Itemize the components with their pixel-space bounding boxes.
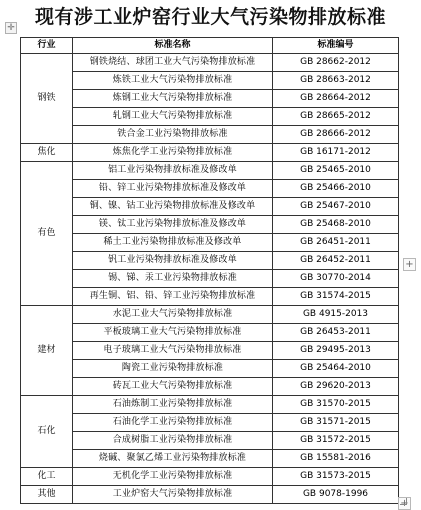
table-row [21, 90, 399, 108]
industry-cell: 钢铁 [21, 54, 73, 144]
standard-code-cell: GB 16171-2012 [273, 144, 399, 162]
table-row [21, 144, 399, 162]
standard-name-cell: 炼钢工业大气污染物排放标准 [73, 90, 273, 108]
standard-name-cell: 电子玻璃工业大气污染物排放标准 [73, 342, 273, 360]
table-row [21, 216, 399, 234]
table-row [21, 450, 399, 468]
standard-code-cell: GB 25465-2010 [273, 162, 399, 180]
standard-name-cell: 石油化学工业污染物排放标准 [73, 414, 273, 432]
standard-name-cell: 砖瓦工业大气污染物排放标准 [73, 378, 273, 396]
table-row [21, 72, 399, 90]
standard-name-cell: 炼焦化学工业污染物排放标准 [73, 144, 273, 162]
table-body [21, 54, 399, 504]
industry-cell: 化工 [21, 468, 73, 486]
industry-cell: 焦化 [21, 144, 73, 162]
table-row [21, 378, 399, 396]
standard-code-cell: GB 28666-2012 [273, 126, 399, 144]
standard-code-cell: GB 31570-2015 [273, 396, 399, 414]
standard-code-cell: GB 25464-2010 [273, 360, 399, 378]
standard-code-cell: GB 25467-2010 [273, 198, 399, 216]
standard-code-cell: GB 28665-2012 [273, 108, 399, 126]
standard-name-cell: 铝工业污染物排放标准及修改单 [73, 162, 273, 180]
standard-name-cell: 无机化学工业污染物排放标准 [73, 468, 273, 486]
emission-standards-table [20, 37, 399, 504]
standard-name-cell: 钒工业污染物排放标准及修改单 [73, 252, 273, 270]
standard-code-cell: GB 28664-2012 [273, 90, 399, 108]
standard-code-cell: GB 26453-2011 [273, 324, 399, 342]
standard-code-cell: GB 31574-2015 [273, 288, 399, 306]
industry-cell: 石化 [21, 396, 73, 468]
standard-code-cell: GB 29620-2013 [273, 378, 399, 396]
standard-name-cell: 锡、锑、汞工业污染物排放标准 [73, 270, 273, 288]
standard-name-cell: 镁、钛工业污染物排放标准及修改单 [73, 216, 273, 234]
industry-cell: 建材 [21, 306, 73, 396]
standard-code-cell: GB 29495-2013 [273, 342, 399, 360]
document-title: 现有涉工业炉窑行业大气污染物排放标准 [34, 6, 386, 28]
standard-name-cell: 工业炉窑大气污染物排放标准 [73, 486, 273, 504]
standard-code-cell: GB 26451-2011 [273, 234, 399, 252]
standard-name-cell: 平板玻璃工业大气污染物排放标准 [73, 324, 273, 342]
table-row [21, 432, 399, 450]
standard-name-cell: 钢铁烧结、球团工业大气污染物排放标准 [73, 54, 273, 72]
header-standard-code: 标准编号 [273, 38, 399, 54]
table-row [21, 126, 399, 144]
table-row [21, 414, 399, 432]
table-move-handle-icon[interactable]: ✛ [5, 22, 17, 34]
standard-code-cell: GB 25468-2010 [273, 216, 399, 234]
standard-code-cell: GB 15581-2016 [273, 450, 399, 468]
table-row [21, 396, 399, 414]
standard-code-cell: GB 28663-2012 [273, 72, 399, 90]
table-resize-handle[interactable] [400, 498, 407, 505]
table-row [21, 180, 399, 198]
table-row [21, 108, 399, 126]
standard-name-cell: 铜、镍、钴工业污染物排放标准及修改单 [73, 198, 273, 216]
table-row [21, 306, 399, 324]
standard-code-cell: GB 31573-2015 [273, 468, 399, 486]
standard-name-cell: 石油炼制工业污染物排放标准 [73, 396, 273, 414]
standard-name-cell: 稀土工业污染物排放标准及修改单 [73, 234, 273, 252]
standard-name-cell: 合成树脂工业污染物排放标准 [73, 432, 273, 450]
table-row [21, 252, 399, 270]
table-row [21, 54, 399, 72]
standard-code-cell: GB 28662-2012 [273, 54, 399, 72]
standard-code-cell: GB 9078-1996 [273, 486, 399, 504]
standard-name-cell: 再生铜、铝、铅、锌工业污染物排放标准 [73, 288, 273, 306]
standard-name-cell: 炼铁工业大气污染物排放标准 [73, 72, 273, 90]
standard-name-cell: 水泥工业大气污染物排放标准 [73, 306, 273, 324]
add-row-icon[interactable]: + [398, 497, 411, 510]
standard-name-cell: 烧碱、聚氯乙烯工业污染物排放标准 [73, 450, 273, 468]
table-row [21, 360, 399, 378]
standard-code-cell: GB 31572-2015 [273, 432, 399, 450]
table-row [21, 288, 399, 306]
standard-code-cell: GB 30770-2014 [273, 270, 399, 288]
standard-code-cell: GB 4915-2013 [273, 306, 399, 324]
standard-name-cell: 陶瓷工业污染物排放标准 [73, 360, 273, 378]
standard-name-cell: 轧钢工业大气污染物排放标准 [73, 108, 273, 126]
table-row [21, 342, 399, 360]
header-standard-name: 标准名称 [73, 38, 273, 54]
industry-cell: 有色 [21, 162, 73, 306]
table-row [21, 198, 399, 216]
standard-code-cell: GB 26452-2011 [273, 252, 399, 270]
standard-code-cell: GB 31571-2015 [273, 414, 399, 432]
table-row [21, 162, 399, 180]
table-row [21, 270, 399, 288]
table-header-row [21, 38, 399, 54]
industry-cell: 其他 [21, 486, 73, 504]
table-row [21, 234, 399, 252]
table-row [21, 324, 399, 342]
standard-code-cell: GB 25466-2010 [273, 180, 399, 198]
add-column-icon[interactable]: + [403, 258, 416, 271]
table-row [21, 468, 399, 486]
standard-name-cell: 铅、锌工业污染物排放标准及修改单 [73, 180, 273, 198]
standard-name-cell: 铁合金工业污染物排放标准 [73, 126, 273, 144]
header-industry: 行业 [21, 38, 73, 54]
table-row [21, 486, 399, 504]
